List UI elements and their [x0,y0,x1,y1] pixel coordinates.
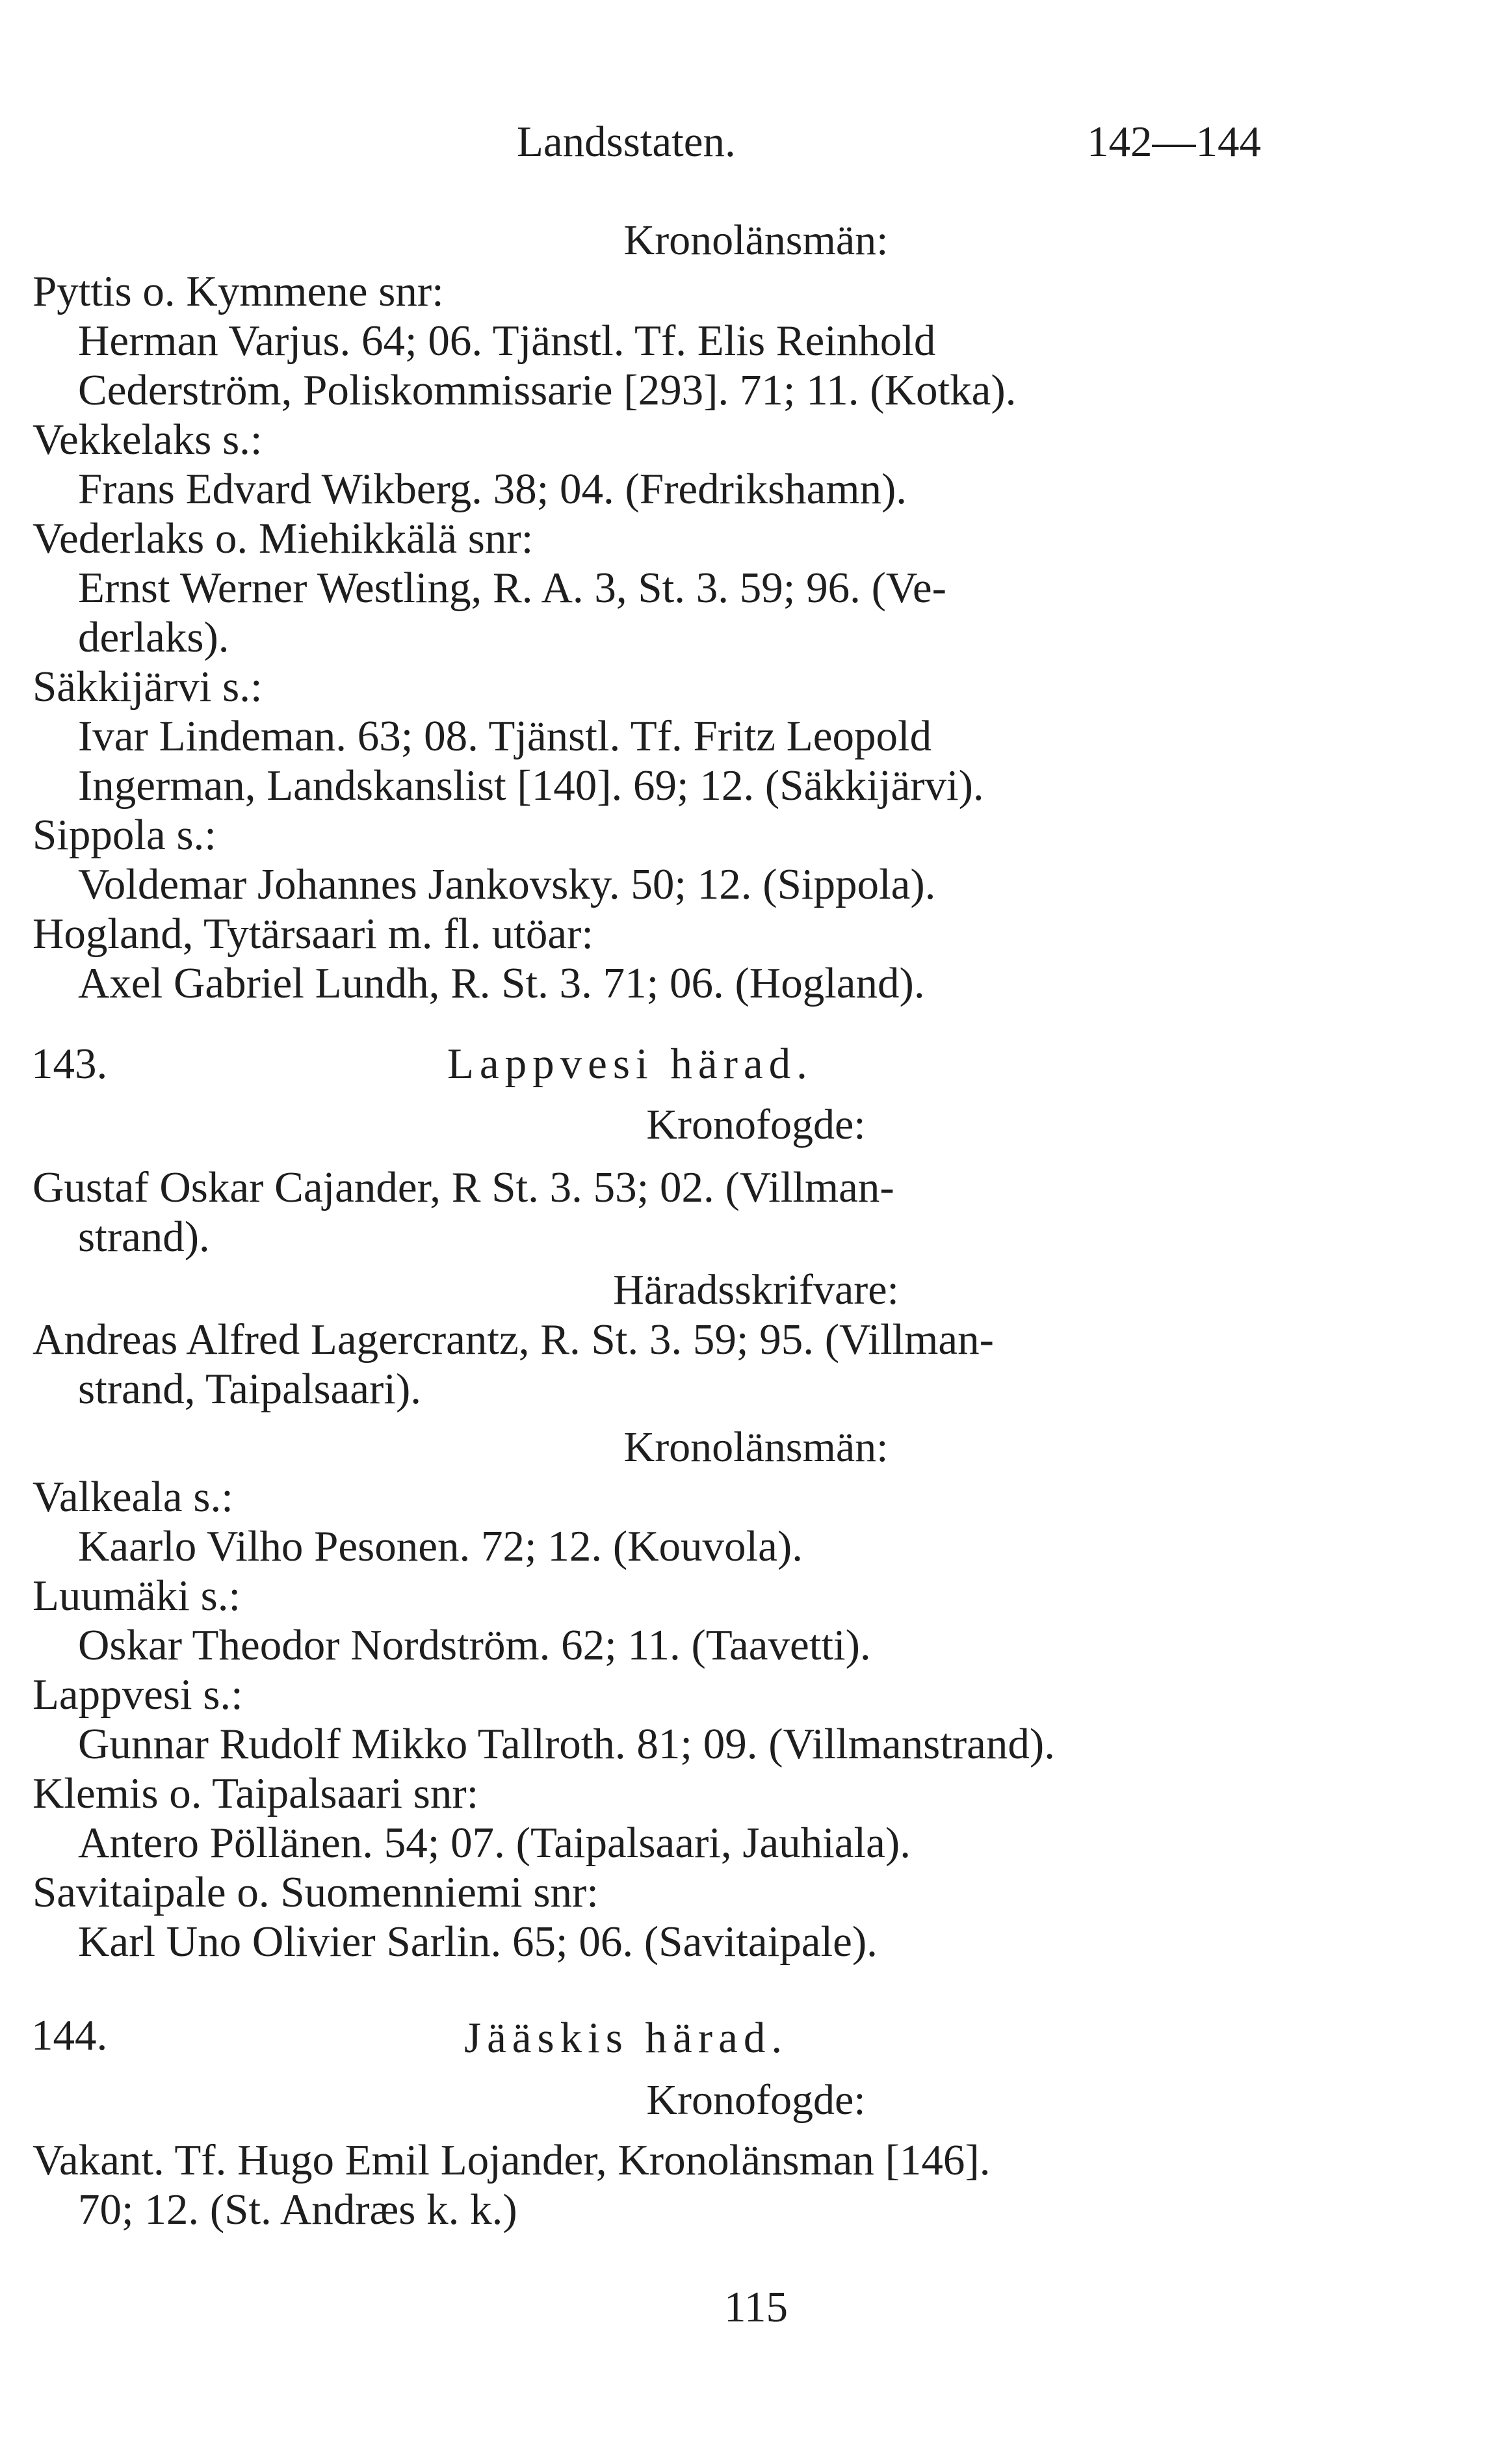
entry-line: Gustaf Oskar Cajander, R St. 3. 53; 02. (Villman- [33,1163,894,1211]
running-head-title: Landsstaten. [517,118,736,166]
parish-line: Vederlaks o. Miehikkälä snr: [33,514,534,562]
parish-line: Sippola s.: [33,811,216,859]
parish-line: Luumäki s.: [33,1572,241,1620]
section-title: Lappvesi härad. [447,1040,813,1088]
page-number: 115 [723,2283,788,2331]
parish-line: Savitaipale o. Suomenniemi snr: [33,1868,599,1916]
entry-line: Antero Pöllänen. 54; 07. (Taipalsaari, Jauhiala). [78,1819,911,1867]
entry-line: Herman Varjus. 64; 06. Tjänstl. Tf. Elis Reinhold [78,317,936,365]
entry-line: 70; 12. (St. Andræs k. k.) [78,2185,517,2234]
parish-line: Pyttis o. Kymmene snr: [33,267,444,315]
running-head-page-range: 142—144 [1087,118,1261,166]
entry-line: Karl Uno Olivier Sarlin. 65; 06. (Savitaipale). [78,1918,878,1966]
heading-kronolansman: Kronolänsmän: [623,1423,889,1471]
heading-haradsskrifvare: Häradsskrifvare: [613,1266,899,1314]
entry-line: Kaarlo Vilho Pesonen. 72; 12. (Kouvola). [78,1522,803,1570]
entry-line: Axel Gabriel Lundh, R. St. 3. 71; 06. (Hogland). [78,959,925,1007]
parish-line: Vekkelaks s.: [33,416,263,464]
entry-line: Oskar Theodor Nordström. 62; 11. (Taavetti). [78,1621,871,1669]
entry-line: Cederström, Poliskommissarie [293]. 71; 11. (Kotka). [78,366,1017,414]
entry-line: Frans Edvard Wikberg. 38; 04. (Fredrikshamn). [78,465,907,513]
entry-line: Ingerman, Landskanslist [140]. 69; 12. (Säkkijärvi). [78,761,984,810]
entry-line: strand). [78,1213,210,1261]
heading-kronofogde: Kronofogde: [646,2076,866,2124]
entry-line: Vakant. Tf. Hugo Emil Lojander, Kronolänsman [146]. [33,2136,991,2184]
entry-line: Voldemar Johannes Jankovsky. 50; 12. (Sippola). [78,860,936,908]
entry-line: Ernst Werner Westling, R. A. 3, St. 3. 59; 96. (Ve- [78,564,946,612]
section-title: Jääskis härad. [464,2014,789,2062]
entry-line: strand, Taipalsaari). [78,1365,422,1413]
entry-line: Ivar Lindeman. 63; 08. Tjänstl. Tf. Fritz Leopold [78,712,932,760]
parish-line: Valkeala s.: [33,1473,233,1521]
parish-line: Lappvesi s.: [33,1670,243,1719]
heading-kronolansman: Kronolänsmän: [623,217,889,264]
entry-line: Gunnar Rudolf Mikko Tallroth. 81; 09. (Villmanstrand). [78,1720,1055,1768]
parish-line: Säkkijärvi s.: [33,663,263,711]
section-number: 144. [31,2011,108,2059]
parish-line: Hogland, Tytärsaari m. fl. utöar: [33,910,593,958]
entry-line: derlaks). [78,613,229,661]
section-number: 143. [31,1040,108,1088]
entry-line: Andreas Alfred Lagercrantz, R. St. 3. 59; 95. (Villman- [33,1315,994,1364]
parish-line: Klemis o. Taipalsaari snr: [33,1769,479,1817]
heading-kronofogde: Kronofogde: [646,1101,866,1148]
